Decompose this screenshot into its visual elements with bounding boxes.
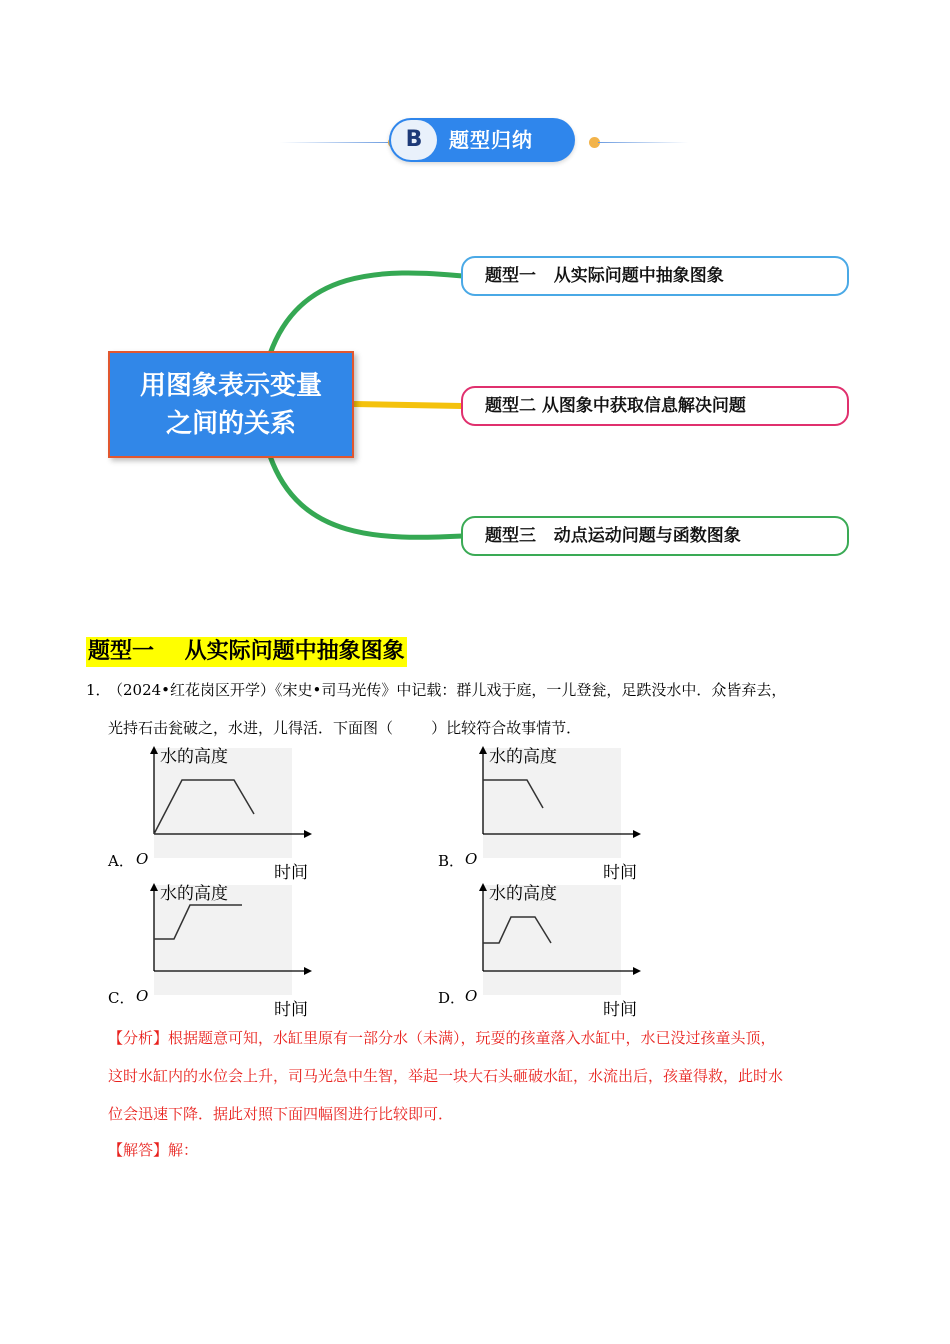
answer-tag: 【解答】 <box>108 1141 169 1159</box>
graph-a-x-arrow <box>304 830 312 838</box>
graph-c-curve <box>154 905 242 939</box>
badge-title: 题型归纳 <box>449 128 533 152</box>
analysis-line-2: 这时水缸内的水位会上升，司马光急中生智，举起一块大石头砸破水缸，水流出后，孩童得救，此时水 <box>108 1067 784 1085</box>
graph-b <box>463 744 643 882</box>
graph-a-curve <box>154 780 254 834</box>
graph-b-y-arrow <box>479 746 487 754</box>
option-d-label: D． <box>438 989 466 1007</box>
analysis-line-1: 【分析】根据题意可知，水缸里原有一部分水（未满），玩耍的孩童落入水缸中，水已没过孩童头顶， <box>108 1029 776 1047</box>
graph-c-y-arrow <box>150 883 158 891</box>
connector-bottom <box>270 456 463 537</box>
graph-b-x-arrow <box>633 830 641 838</box>
graph-b-origin: O <box>465 850 478 868</box>
question-line-1: （2024•红花岗区开学）《宋史•司马光传》中记载：群儿戏于庭，一儿登瓮，足跌没水中．众皆弃去， <box>108 681 787 699</box>
graph-c-x-arrow <box>304 967 312 975</box>
graph-d <box>463 881 643 1019</box>
graph-b-y-label: 水的高度 <box>489 747 557 766</box>
answer-line <box>108 1139 198 1161</box>
graph-d-y-arrow <box>479 883 487 891</box>
graph-b-curve <box>483 780 543 808</box>
question-number: 1． <box>86 681 111 699</box>
option-c-label: C． <box>108 989 135 1007</box>
analysis-line-3: 位会迅速下降．据此对照下面四幅图进行比较即可． <box>108 1105 454 1123</box>
option-b-label: B． <box>438 852 465 870</box>
graph-c <box>134 881 314 1019</box>
graph-a <box>134 744 314 882</box>
answer-text: 解： <box>168 1141 199 1159</box>
mindmap-branch-1: 题型一 从实际问题中抽象图象 <box>461 256 849 296</box>
option-a-label: A． <box>108 852 134 870</box>
mindmap-branch-2: 题型二 从图象中获取信息解决问题 <box>461 386 849 426</box>
graph-c-x-label: 时间 <box>274 1000 308 1019</box>
graph-d-origin: O <box>465 987 478 1005</box>
section-heading: 题型一 从实际问题中抽象图象 <box>86 637 407 667</box>
graph-c-origin: O <box>136 987 149 1005</box>
connector-middle <box>354 404 462 406</box>
central-line-2: 之间的关系 <box>165 409 296 439</box>
badge-letter: B <box>391 120 437 160</box>
connector-top <box>270 273 463 354</box>
graph-d-curve <box>483 917 551 943</box>
graph-a-y-label: 水的高度 <box>160 747 228 766</box>
graph-a-origin: O <box>136 850 149 868</box>
mindmap-central-node <box>108 351 354 458</box>
mindmap-branch-3: 题型三 动点运动问题与函数图象 <box>461 516 849 556</box>
graph-a-x-label: 时间 <box>274 863 308 882</box>
graph-a-y-arrow <box>150 746 158 754</box>
graph-d-x-label: 时间 <box>603 1000 637 1019</box>
central-line-1: 用图象表示变量 <box>139 371 322 401</box>
question-line-2: 光持石击瓮破之，水进，儿得活．下面图（ ）比较符合故事情节． <box>108 719 582 737</box>
graph-b-x-label: 时间 <box>603 863 637 882</box>
graph-c-y-label: 水的高度 <box>160 884 228 903</box>
graph-d-x-arrow <box>633 967 641 975</box>
graph-d-y-label: 水的高度 <box>489 884 557 903</box>
